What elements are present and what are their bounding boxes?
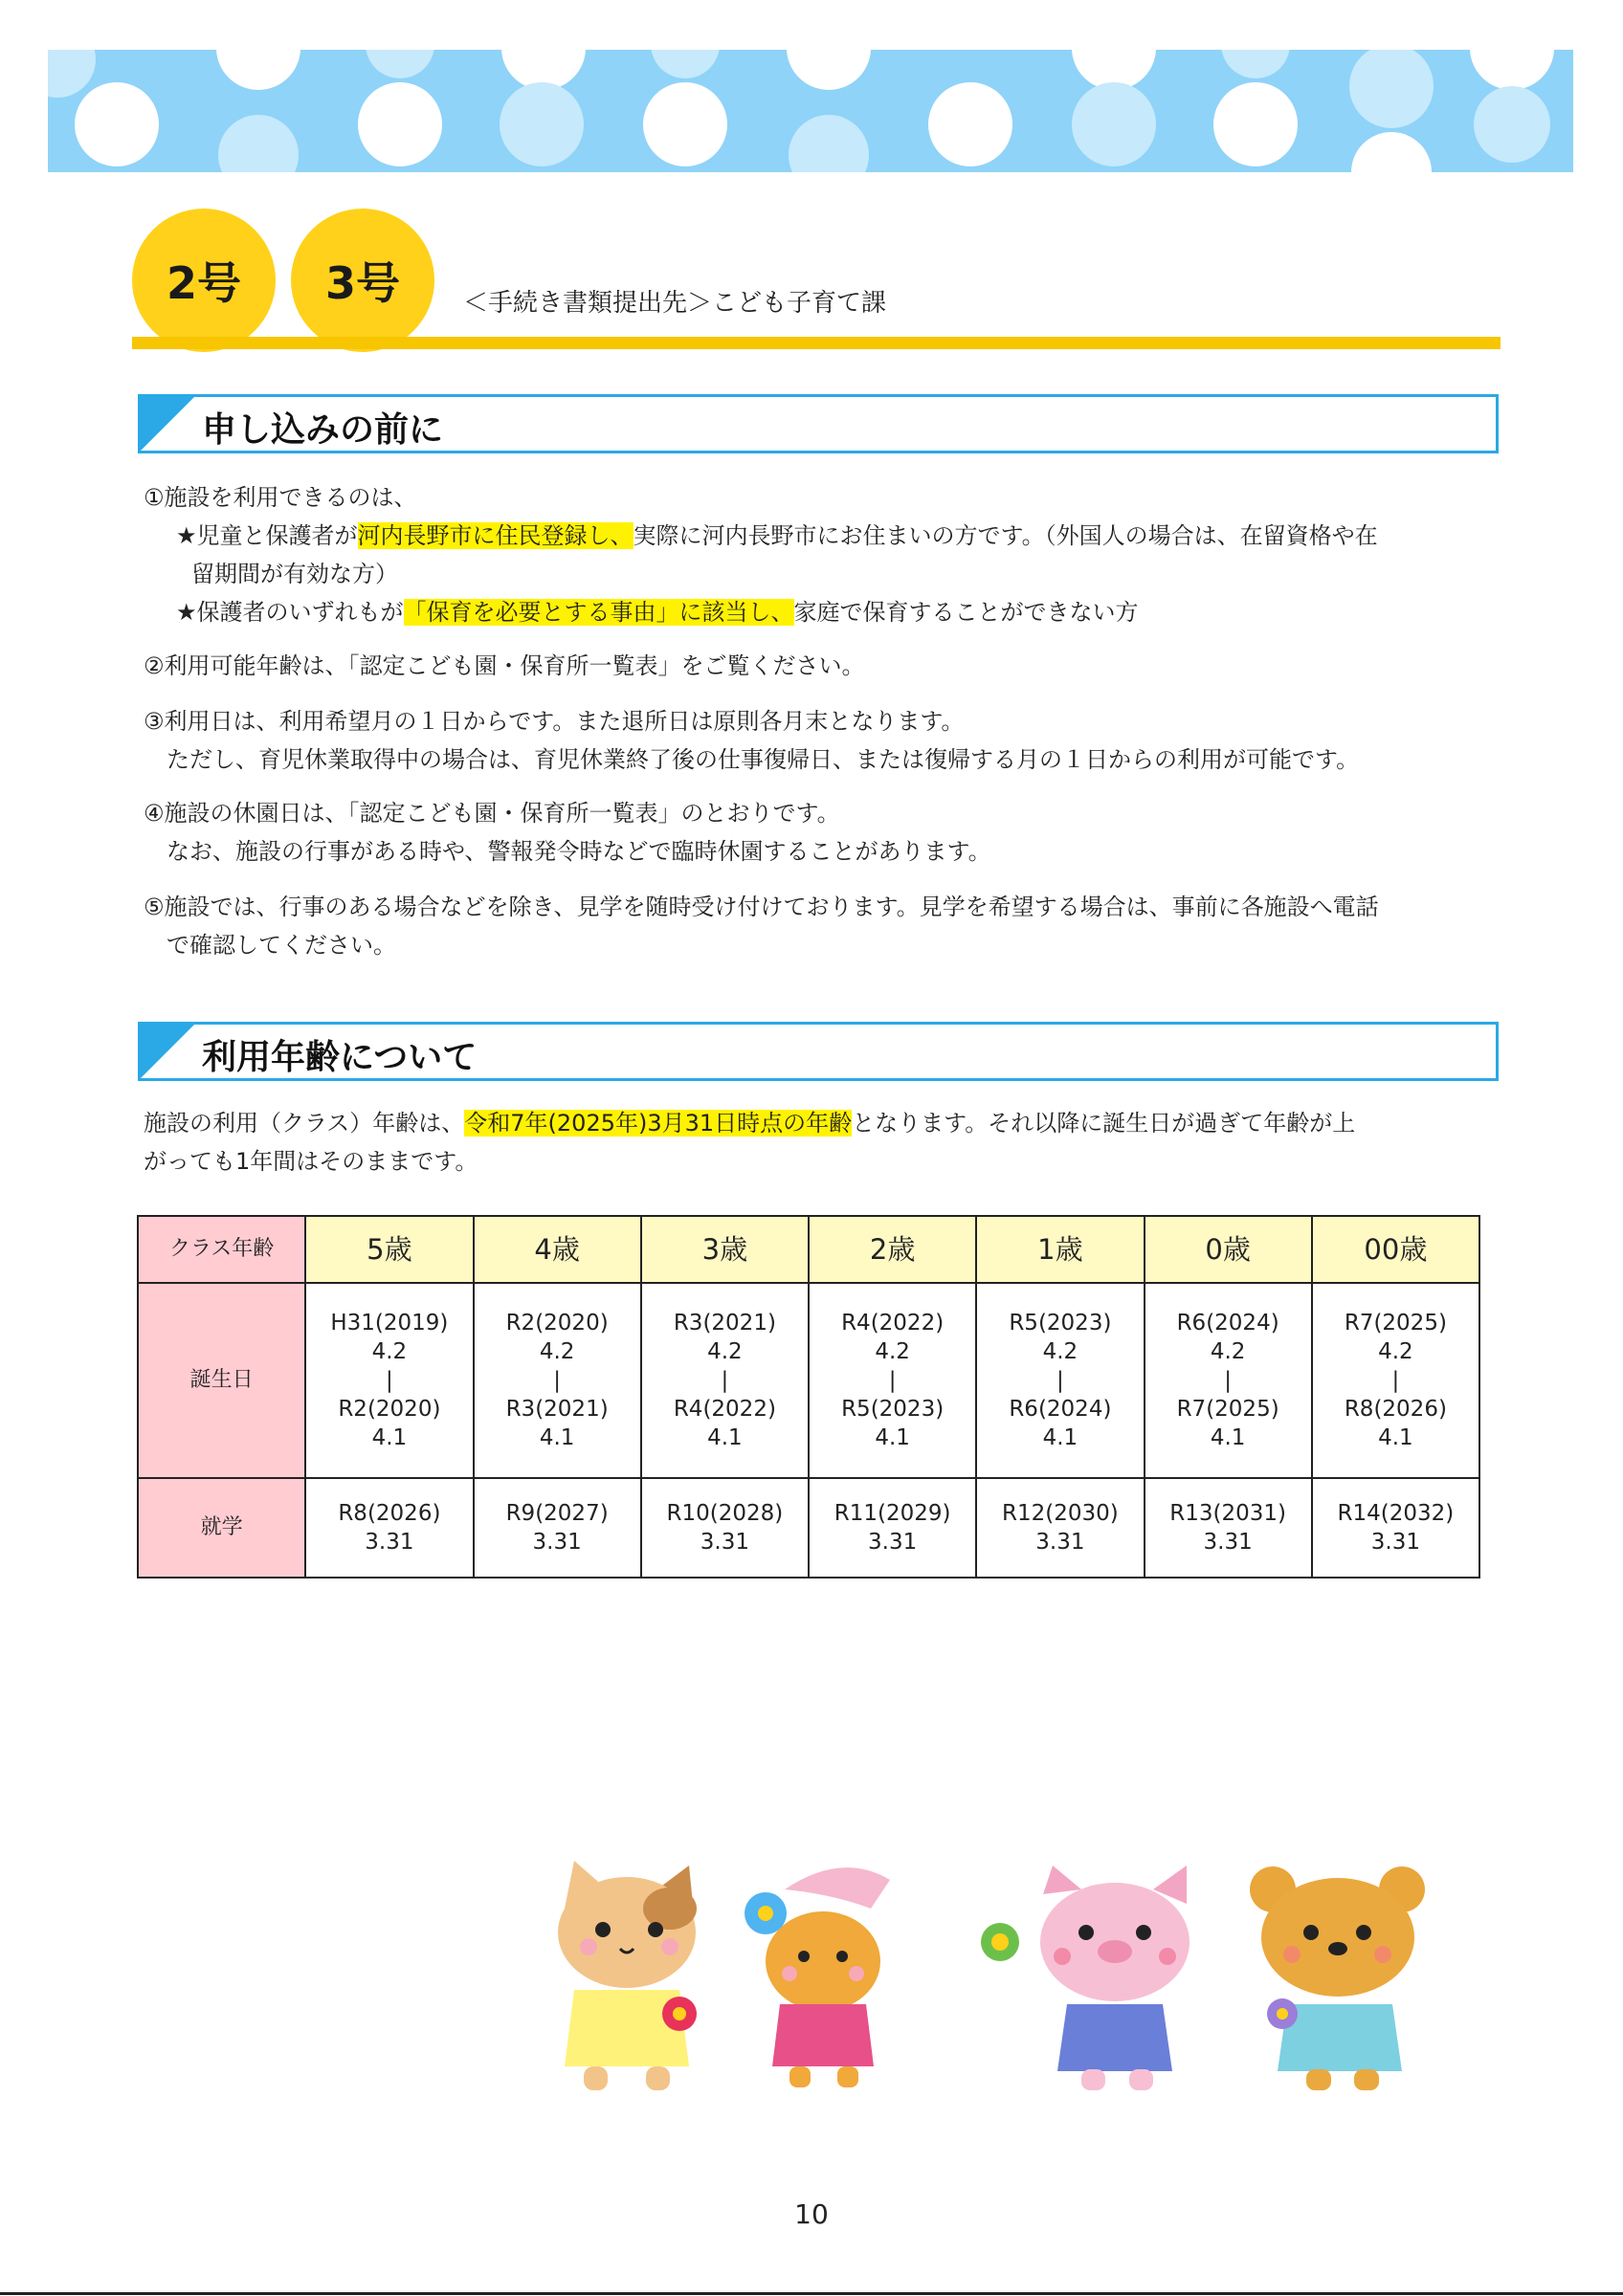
school-cell — [809, 1478, 976, 1578]
col-header-age: 3歳 — [641, 1216, 809, 1283]
row-header-birthday: 誕生日 — [138, 1283, 305, 1478]
table-row-class-age — [138, 1216, 1479, 1283]
birthday-to: R3(2021) — [505, 1397, 609, 1422]
badge-3go-label: 3号 — [324, 257, 400, 309]
birthday-separator: | — [888, 1368, 897, 1393]
corner-triangle-icon — [141, 397, 198, 451]
animal-illustration — [536, 1851, 1493, 2100]
item-3-line-1: ③利用日は、利用希望月の１日からです。また退所日は原則各月末となります。 — [144, 708, 965, 735]
school-md: 3.31 — [365, 1530, 414, 1555]
pig-icon — [981, 1866, 1189, 2090]
row-header-school-entry: 就学 — [138, 1478, 305, 1578]
birthday-separator: | — [553, 1368, 561, 1393]
birthday-from-md: 4.2 — [371, 1339, 408, 1364]
birthday-to-md: 4.1 — [1042, 1425, 1078, 1450]
bullet-1-highlight: 河内長野市に住民登録し、 — [357, 522, 634, 549]
intro-text-a: 施設の利用（クラス）年齢は、 — [144, 1110, 465, 1137]
header-underline — [132, 337, 1501, 349]
birthday-to-md: 4.1 — [1378, 1425, 1413, 1450]
birthday-to-md: 4.1 — [539, 1425, 575, 1450]
birthday-cell — [1312, 1283, 1479, 1478]
birthday-from: R4(2022) — [841, 1311, 945, 1336]
item-1: ①施設を利用できるのは、 — [144, 484, 417, 511]
intro-highlight: 令和7年(2025年)3月31日時点の年齢 — [464, 1110, 853, 1137]
bullet-2-highlight: 「保育を必要とする事由」に該当し、 — [403, 599, 794, 626]
school-cell — [1145, 1478, 1312, 1578]
school-md: 3.31 — [532, 1530, 582, 1555]
birthday-cell — [976, 1283, 1144, 1478]
bear-icon — [1250, 1866, 1425, 2090]
birthday-from: R3(2021) — [673, 1311, 776, 1336]
bullet-2-text-b: 家庭で保育することができない方 — [793, 599, 1139, 626]
table-row-birthday — [138, 1283, 1479, 1478]
item-2: ②利用可能年齢は、「認定こども園・保育所一覧表」をご覧ください。 — [144, 652, 865, 679]
birthday-separator: | — [1224, 1368, 1232, 1393]
birthday-from-md: 4.2 — [1210, 1339, 1246, 1364]
birthday-from-md: 4.2 — [875, 1339, 910, 1364]
col-header-age: 00歳 — [1312, 1216, 1479, 1283]
birthday-from: R2(2020) — [505, 1311, 609, 1336]
birthday-from-md: 4.2 — [707, 1339, 743, 1364]
kitten-icon — [745, 1867, 890, 2087]
school-year: R8(2026) — [338, 1501, 441, 1526]
badge-2go — [132, 209, 276, 352]
school-md: 3.31 — [700, 1530, 749, 1555]
bottom-rule — [0, 2292, 1623, 2295]
school-md: 3.31 — [1370, 1530, 1420, 1555]
birthday-to: R2(2020) — [338, 1397, 441, 1422]
bullet-2-text-a: ★保護者のいずれもが — [176, 599, 404, 626]
intro-text-b: となります。それ以降に誕生日が過ぎて年齢が上 — [852, 1110, 1356, 1137]
section-header-before-applying — [138, 394, 1499, 453]
school-cell — [976, 1478, 1144, 1578]
school-md: 3.31 — [1035, 1530, 1085, 1555]
birthday-from-md: 4.2 — [1042, 1339, 1078, 1364]
birthday-cell — [305, 1283, 473, 1478]
birthday-cell — [809, 1283, 976, 1478]
bullet-1 — [144, 517, 1493, 555]
birthday-to-md: 4.1 — [371, 1425, 408, 1450]
birthday-cell — [1145, 1283, 1312, 1478]
item-4 — [144, 794, 1493, 871]
col-header-age: 0歳 — [1145, 1216, 1312, 1283]
birthday-separator: | — [386, 1368, 393, 1393]
table-row-school-entry — [138, 1478, 1479, 1578]
section2-intro — [144, 1104, 1493, 1181]
birthday-cell — [641, 1283, 809, 1478]
bullet-1-text-a: ★児童と保護者が — [176, 522, 358, 549]
col-header-age: 2歳 — [809, 1216, 976, 1283]
birthday-from: R6(2024) — [1176, 1311, 1279, 1336]
birthday-separator: | — [1056, 1368, 1064, 1393]
polka-dot-banner — [48, 50, 1573, 172]
age-table — [137, 1215, 1480, 1578]
item-4-line-2: なお、施設の行事がある時や、警報発令時などで臨時休園することがあります。 — [167, 838, 991, 865]
row-header-class-age: クラス年齢 — [138, 1216, 305, 1283]
submission-destination: ＜手続き書類提出先＞こども子育て課 — [463, 289, 887, 318]
col-header-age: 5歳 — [305, 1216, 473, 1283]
school-cell — [305, 1478, 473, 1578]
badge-2go-label: 2号 — [166, 257, 241, 309]
col-header-age: 1歳 — [976, 1216, 1144, 1283]
item-3-line-2: ただし、育児休業取得中の場合は、育児休業終了後の仕事復帰日、または復帰する月の１日からの利用が可能です。 — [167, 746, 1360, 773]
birthday-to: R7(2025) — [1176, 1397, 1279, 1422]
intro-line-1 — [144, 1104, 1493, 1142]
birthday-from: R5(2023) — [1009, 1311, 1112, 1336]
school-cell — [641, 1478, 809, 1578]
badge-3go — [291, 209, 434, 352]
birthday-cell — [474, 1283, 641, 1478]
school-md: 3.31 — [868, 1530, 918, 1555]
intro-line-2: がっても1年間はそのままです。 — [144, 1148, 478, 1175]
birthday-to-md: 4.1 — [1210, 1425, 1246, 1450]
bullet-1-text-b: 実際に河内長野市にお住まいの方です。（外国人の場合は、在留資格や在 — [633, 522, 1378, 549]
cat-icon — [558, 1861, 697, 2090]
school-year: R12(2030) — [1002, 1501, 1119, 1526]
school-cell — [1312, 1478, 1479, 1578]
birthday-from-md: 4.2 — [1378, 1339, 1413, 1364]
item-5-line-2: で確認してください。 — [167, 932, 396, 959]
school-year: R14(2032) — [1337, 1501, 1455, 1526]
school-year: R13(2031) — [1169, 1501, 1286, 1526]
item-3 — [144, 702, 1493, 779]
birthday-from: R7(2025) — [1344, 1311, 1447, 1336]
section-header-usage-age — [138, 1022, 1499, 1081]
birthday-to: R6(2024) — [1009, 1397, 1112, 1422]
birthday-separator: | — [721, 1368, 729, 1393]
polka-dot-pattern — [48, 50, 1573, 172]
birthday-to-md: 4.1 — [707, 1425, 743, 1450]
birthday-to: R8(2026) — [1344, 1397, 1447, 1422]
bullet-1-continuation: 留期間が有効な方） — [191, 561, 398, 587]
school-year: R9(2027) — [505, 1501, 609, 1526]
school-year: R10(2028) — [666, 1501, 784, 1526]
section-title: 申し込みの前に — [202, 410, 444, 450]
school-md: 3.31 — [1203, 1530, 1253, 1555]
col-header-age: 4歳 — [474, 1216, 641, 1283]
section1-body — [144, 478, 1493, 631]
birthday-separator: | — [1391, 1368, 1400, 1393]
birthday-to: R4(2022) — [673, 1397, 776, 1422]
school-cell — [474, 1478, 641, 1578]
corner-triangle-icon — [141, 1025, 198, 1078]
birthday-from: H31(2019) — [330, 1311, 449, 1336]
item-5 — [144, 888, 1493, 964]
item-4-line-1: ④施設の休園日は、「認定こども園・保育所一覧表」のとおりです。 — [144, 800, 840, 827]
page-number: 10 — [794, 2198, 829, 2230]
birthday-to-md: 4.1 — [875, 1425, 910, 1450]
item-5-line-1: ⑤施設では、行事のある場合などを除き、見学を随時受け付けております。見学を希望する場合は、事前に各施設へ電話 — [144, 894, 1379, 920]
bullet-2 — [144, 593, 1493, 631]
birthday-from-md: 4.2 — [539, 1339, 575, 1364]
school-year: R11(2029) — [834, 1501, 951, 1526]
section-title: 利用年齢について — [202, 1038, 478, 1077]
birthday-to: R5(2023) — [841, 1397, 945, 1422]
